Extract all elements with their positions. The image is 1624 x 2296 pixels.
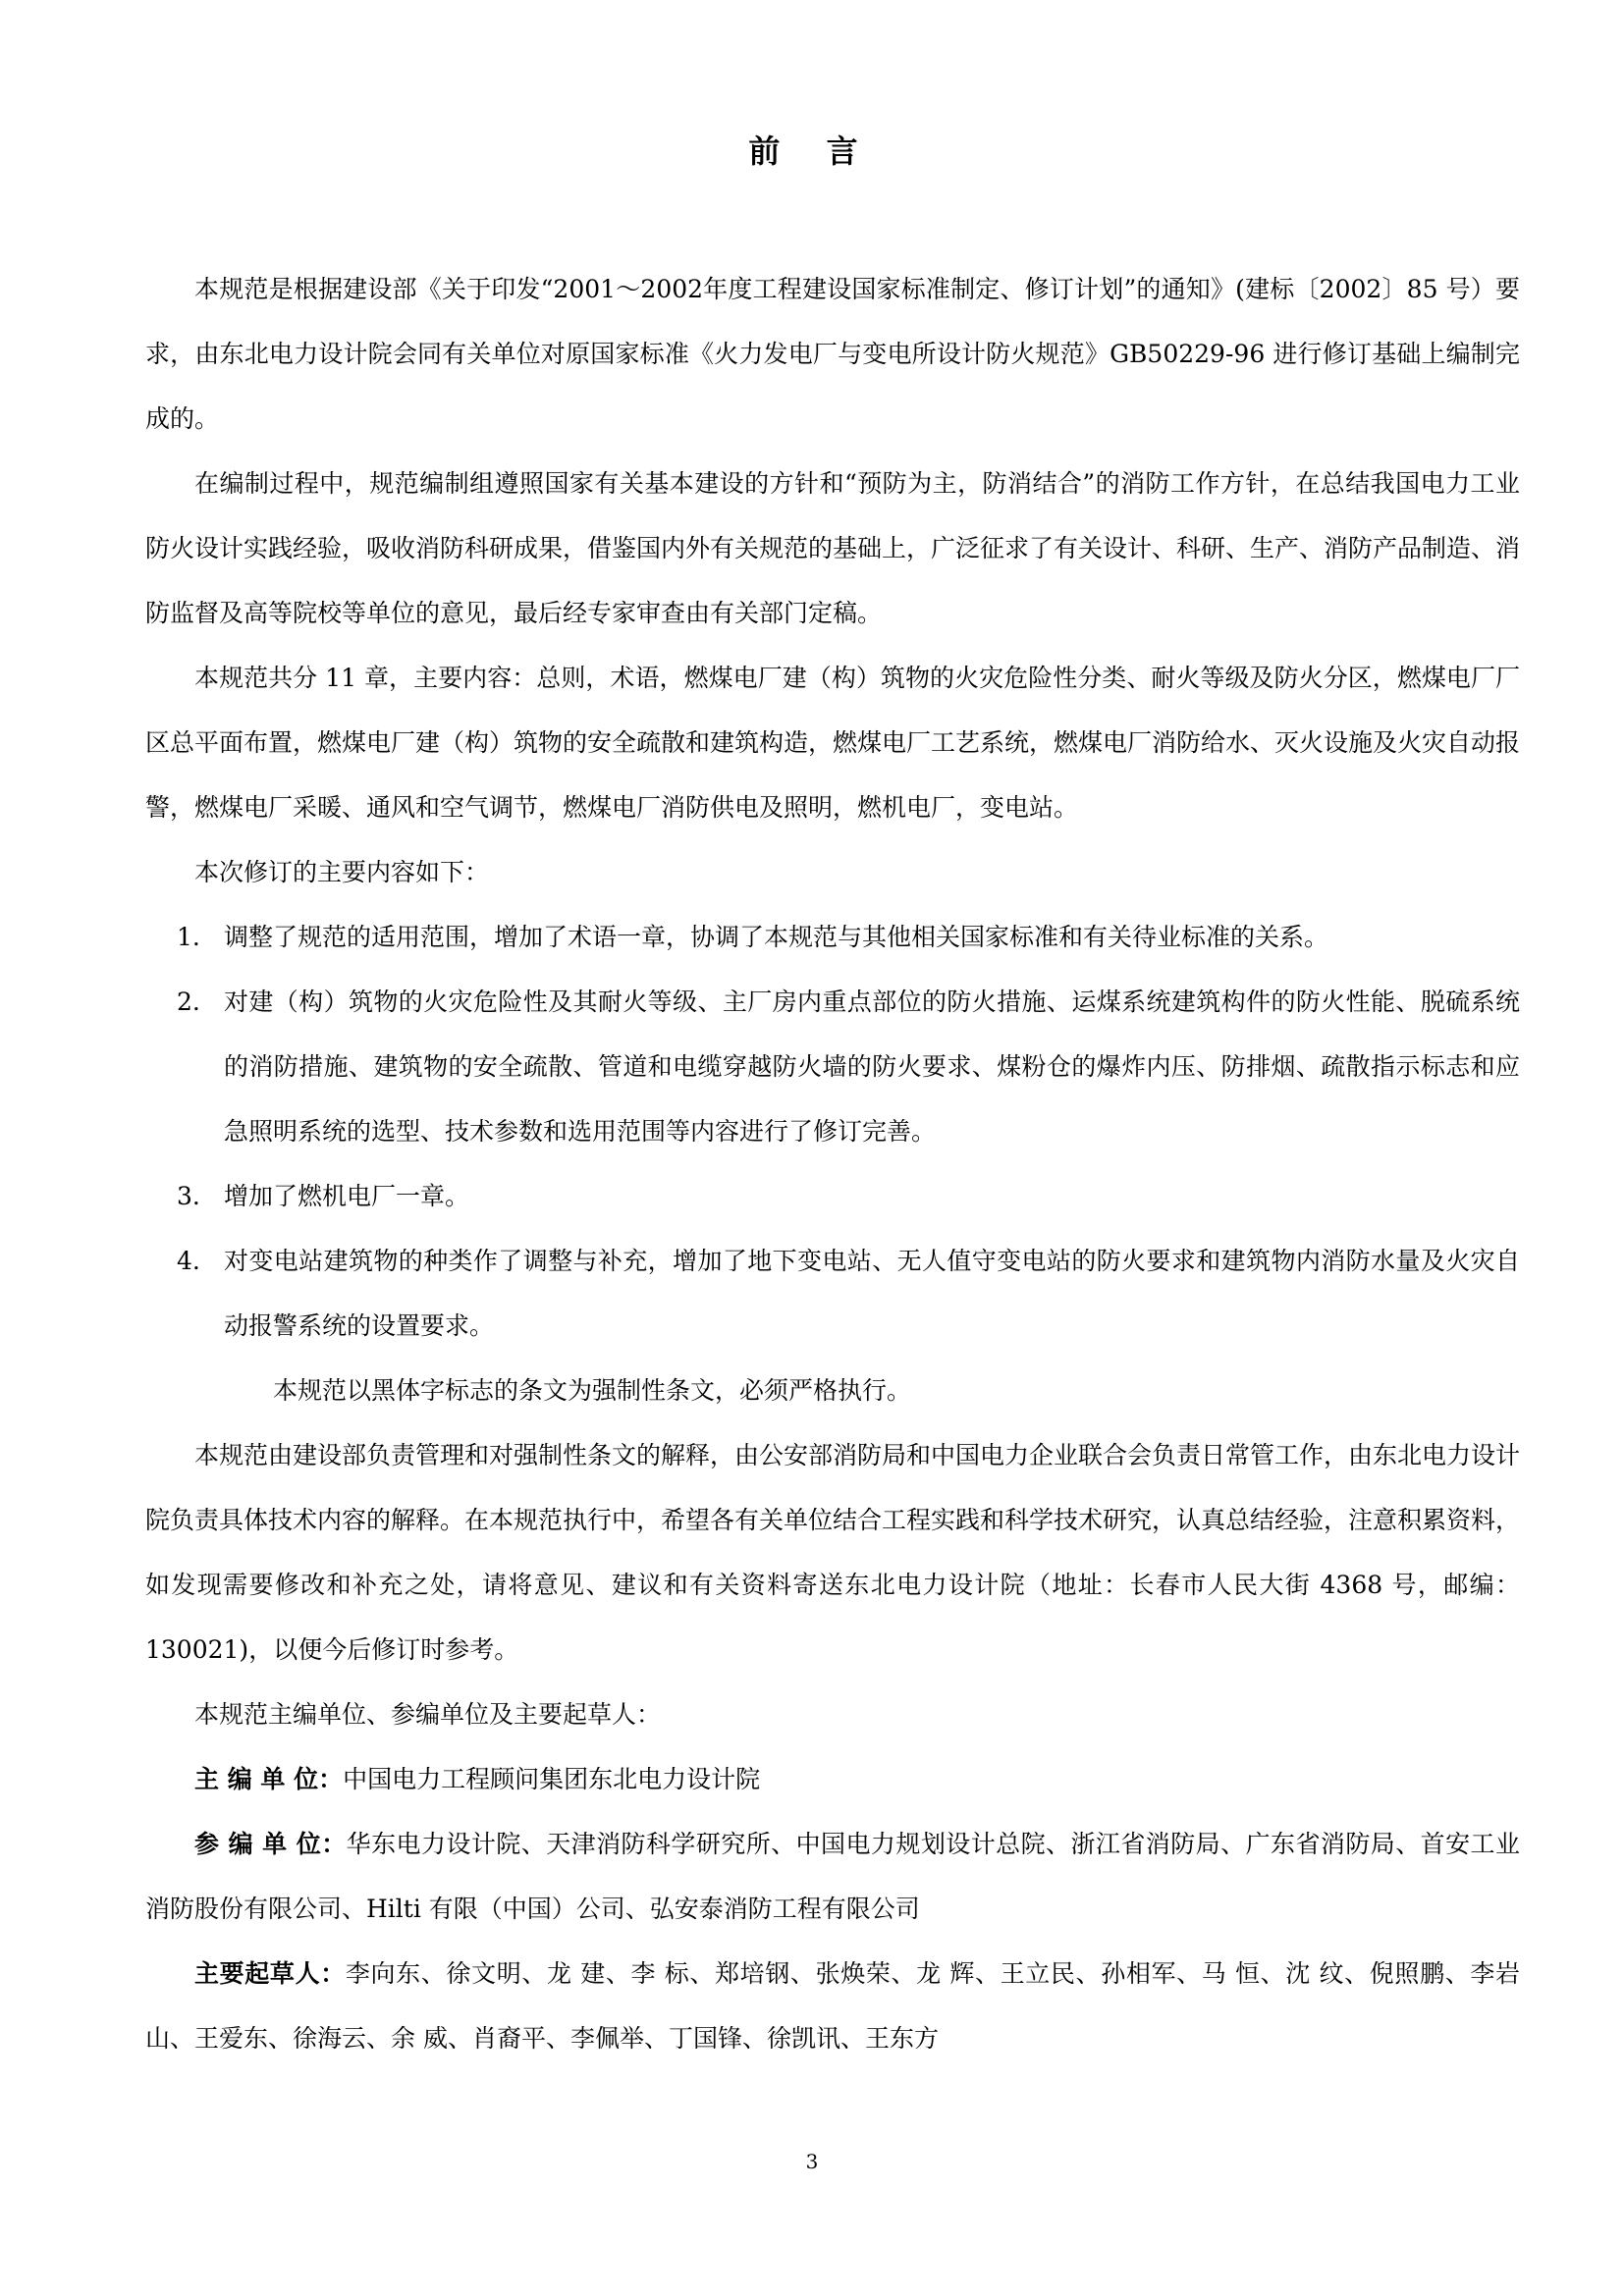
paragraph-revision-intro: 本次修订的主要内容如下： [194, 858, 490, 886]
page-title: 前 言 [748, 133, 876, 170]
paragraph-process: 在编制过程中，规范编制组遵照国家有关基本建设的方针和“预防为主，防消结合”的消防工作方针，在总结我国电力工业防火设计实践经验，吸收消防科研成果，借鉴国内外有关规范的基础上，广泛征求了有关设计、科研、生产、消防产品制造、消防监督及高等院校等单位的意见，最后经专家审查由有关部门定稿。 [145, 469, 1521, 627]
paragraph-chapters: 本规范共分 11 章，主要内容：总则，术语，燃煤电厂建（构）筑物的火灾危险性分类、耐火等级及防火分区，燃煤电厂厂区总平面布置，燃煤电厂建（构）筑物的安全疏散和建筑构造，燃煤电厂工艺系统，燃煤电厂消防给水、灭火设施及火灾自动报警，燃煤电厂采暖、通风和空气调节，燃煤电厂消防供电及照明，燃机电厂，变电站。 [145, 664, 1521, 822]
list-item-number: 4. [177, 1247, 200, 1275]
list-item-text: 对变电站建筑物的种类作了调整与补充，增加了地下变电站、无人值守变电站的防火要求和建筑物内消防水量及火灾自动报警系统的设置要求。 [224, 1247, 1520, 1340]
list-item [145, 905, 1520, 970]
page-number: 3 [805, 2150, 819, 2173]
list-item [145, 1229, 1520, 1359]
drafters-value: 李向东、徐文明、龙 建、李 标、郑培钢、张焕荣、龙 辉、王立民、孙相军、马 恒、沈 纹、倪照鹏、李岩山、王爱东、徐海云、余 威、肖裔平、李佩举、丁国锋、徐凯讯、王东方 [145, 1959, 1520, 2053]
revision-list [145, 905, 1520, 1359]
participating-units-label: 参 编 单 位： [194, 1830, 347, 1858]
paragraph-management: 本规范由建设部负责管理和对强制性条文的解释，由公安部消防局和中国电力企业联合会负责日常管工作，由东北电力设计院负责具体技术内容的解释。在本规范执行中，希望各有关单位结合工程实践和科学技术研究，认真总结经验，注意积累资料，如发现需要修改和补充之处，请将意见、建议和有关资料寄送东北电力设计院（地址：长春市人民大街 4368 号，邮编：130021)，以便今后修订时参考。 [145, 1441, 1521, 1664]
paragraph-basis: 本规范是根据建设部《关于印发“2001～2002年度工程建设国家标准制定、修订计划”的通知》(建标〔2002〕85 号）要求，由东北电力设计院会同有关单位对原国家标准《火力发电厂与变电所设计防火规范》GB50229-96 进行修订基础上编制完成的。 [145, 275, 1520, 433]
chief-unit-line [145, 1747, 1520, 1812]
participating-units-value: 华东电力设计院、天津消防科学研究所、中国电力规划设计总院、浙江省消防局、广东省消防局、首安工业消防股份有限公司、Hilti 有限（中国）公司、弘安泰消防工程有限公司 [145, 1830, 1520, 1923]
list-item-number: 3. [177, 1182, 200, 1210]
participating-units-line [145, 1812, 1520, 1942]
list-item [145, 1164, 1520, 1229]
drafters-label: 主要起草人： [194, 1959, 346, 1988]
list-item-text: 对建（构）筑物的火灾危险性及其耐火等级、主厂房内重点部位的防火措施、运煤系统建筑构件的防火性能、脱硫系统的消防措施、建筑物的安全疏散、管道和电缆穿越防火墙的防火要求、煤粉仓的爆炸内压、防排烟、疏散指示标志和应急照明系统的选型、技术参数和选用范围等内容进行了修订完善。 [224, 988, 1520, 1146]
list-item-number: 1. [177, 923, 200, 951]
document-body [145, 257, 1520, 2071]
list-item-text: 调整了规范的适用范围，增加了术语一章，协调了本规范与其他相关国家标准和有关待业标准的关系。 [224, 923, 1329, 951]
paragraph-units-intro: 本规范主编单位、参编单位及主要起草人： [194, 1700, 662, 1729]
list-item-number: 2. [177, 988, 200, 1016]
list-item [145, 970, 1520, 1164]
drafters-line [145, 1942, 1520, 2071]
chief-unit-value: 中国电力工程顾问集团东北电力设计院 [343, 1765, 761, 1793]
chief-unit-label: 主 编 单 位： [194, 1765, 344, 1793]
mandatory-clause-note: 本规范以黑体字标志的条文为强制性条文，必须严格执行。 [273, 1376, 912, 1405]
list-item-text: 增加了燃机电厂一章。 [224, 1182, 470, 1210]
